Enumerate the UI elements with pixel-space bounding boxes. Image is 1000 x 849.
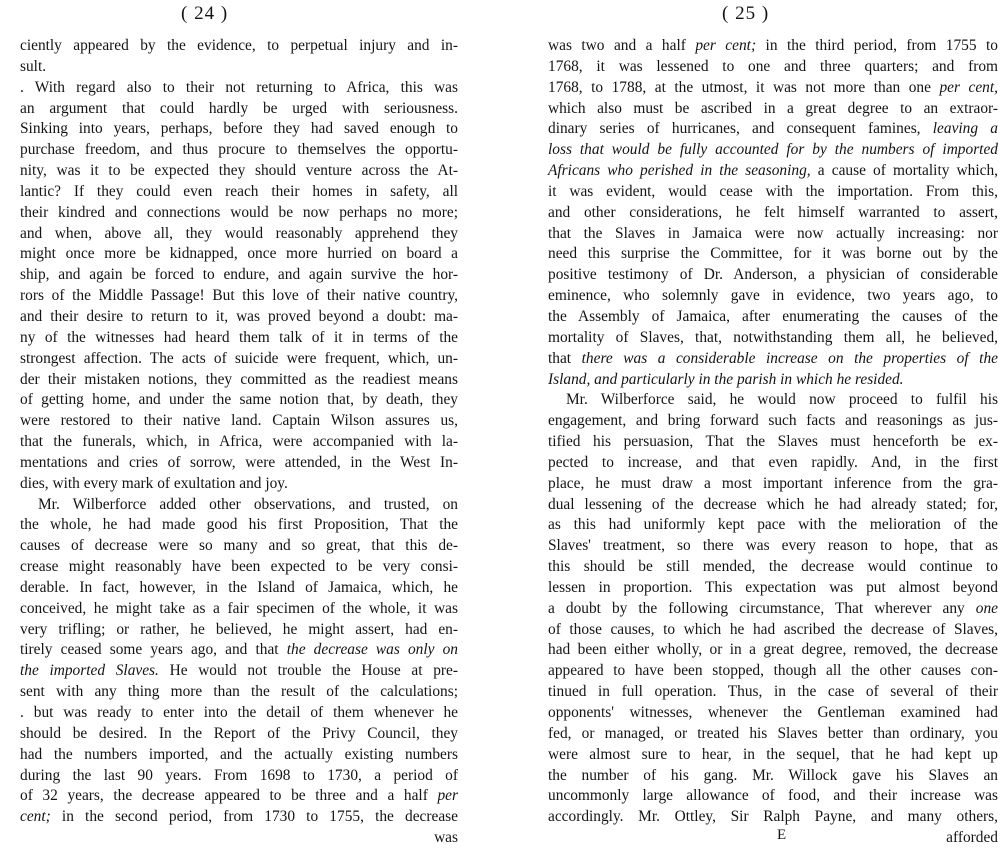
line-text: der their mistaken notions, they committed as the readiest means <box>20 370 458 388</box>
text-line <box>20 724 458 745</box>
line-text: in the second period, from 1730 to 1755, the decrease <box>61 808 458 826</box>
text-line <box>548 766 998 787</box>
text-line <box>20 828 458 849</box>
line-text: lessen in proportion. This expectation was put almost beyond <box>548 578 998 596</box>
line-text: a cause of mortality which, <box>817 162 998 180</box>
italic-text: per <box>437 787 458 805</box>
text-line <box>20 244 458 265</box>
text-line <box>548 807 998 828</box>
text-line <box>548 703 998 724</box>
text-line <box>548 724 998 745</box>
text-line <box>20 495 458 516</box>
text-line <box>548 599 998 620</box>
text-line <box>20 578 458 599</box>
text-line <box>548 557 998 578</box>
text-line <box>20 349 458 370</box>
line-text: uncommonly large allowance of food, and their increase was <box>548 787 998 805</box>
text-line <box>20 703 458 724</box>
line-text: sent with any thing more than the result of the calculations; <box>20 683 458 701</box>
text-line <box>548 682 998 703</box>
line-text: were restored to their native land. Captain Wilson assures us, <box>20 412 458 430</box>
signature-mark: E <box>777 827 787 843</box>
text-line <box>20 766 458 787</box>
line-text: pected to increase, and that even rapidly. And, in the first <box>548 453 998 471</box>
line-text: as this had uniformly kept pace with the melioration of the <box>548 516 998 534</box>
line-text: . With regard also to their not returning to Africa, this was <box>20 78 458 96</box>
italic-text: leaving a <box>932 120 998 138</box>
line-text: dies, with every mark of exultation and joy. <box>20 474 288 492</box>
italic-text: loss that would be fully accounted for by the numbers of imported <box>548 141 998 159</box>
italic-text: Africans who perished in the seasoning, <box>548 162 811 180</box>
line-text: nity, was it to be expected they should venture across the At- <box>20 162 458 180</box>
italic-text: Island, and particularly in the parish in which he resided. <box>548 370 904 388</box>
line-text: opponents' witnesses, whenever the Gentleman examined had <box>548 704 998 721</box>
text-line <box>20 182 458 203</box>
text-line <box>20 78 458 99</box>
text-line <box>20 640 458 661</box>
text-line <box>20 474 458 495</box>
line-text: Sinking into years, perhaps, before they had saved enough to <box>20 120 458 138</box>
line-text: engagement, and bring forward such facts and reasonings as jus- <box>548 412 998 430</box>
line-text: had been either wholly, or in a great degree, removed, the decrease <box>548 641 998 659</box>
text-line <box>548 828 998 849</box>
line-text: of 32 years, the decrease appeared to be three and a half <box>20 787 428 805</box>
line-text: was <box>434 829 458 847</box>
text-line <box>548 36 998 57</box>
text-line <box>20 661 458 682</box>
text-line <box>548 161 998 182</box>
text-line <box>548 640 998 661</box>
line-text: should be desired. In the Report of the Privy Council, they <box>20 724 458 742</box>
line-text: tinued in full operation. Thus, in the case of several of their <box>548 683 998 701</box>
text-line <box>548 432 998 453</box>
text-line <box>548 307 998 328</box>
text-line <box>20 99 458 120</box>
italic-text: there was a considerable increase on the properties of the <box>581 349 998 367</box>
line-text: that the funerals, which, in Africa, were accompanied with la- <box>20 433 458 451</box>
text-line <box>20 370 458 391</box>
page-body <box>20 36 458 849</box>
right-page <box>500 0 1000 849</box>
line-text: derable. In fact, however, in the Island of Jamaica, which, he <box>20 578 458 596</box>
line-text: had the numbers imported, and the actually existing numbers <box>20 745 458 763</box>
text-line <box>548 203 998 224</box>
line-text: were almost sure to hear, in the sequel, that he had kept up <box>548 745 998 763</box>
text-line <box>20 36 458 57</box>
text-line <box>548 224 998 245</box>
text-line <box>20 57 458 78</box>
text-line <box>548 78 998 99</box>
line-text: 1768, it was lessened to one and three quarters; and from <box>548 57 998 75</box>
line-text: place, he must draw a most important inference from the gra- <box>548 474 998 492</box>
text-line <box>548 140 998 161</box>
line-text: their kindred and connections would be now perhaps no more; <box>20 203 458 221</box>
text-line <box>548 57 998 78</box>
line-text: of getting home, and under the same notion that, by death, they <box>20 391 458 409</box>
text-line <box>548 244 998 265</box>
text-line <box>548 536 998 557</box>
text-line <box>20 307 458 328</box>
text-line <box>548 495 998 516</box>
text-line <box>548 390 998 411</box>
text-line <box>20 599 458 620</box>
line-text: fed, or managed, or treated his Slaves better than ordinary, you <box>548 724 998 742</box>
text-line <box>548 474 998 495</box>
text-line <box>20 807 458 828</box>
text-line <box>548 370 998 391</box>
line-text: conceived, he might take as a fair specimen of the whole, it was <box>20 599 458 617</box>
text-line <box>548 745 998 766</box>
line-text: it was evident, would cease with the importation. From this, <box>548 182 998 200</box>
line-text: accordingly. Mr. Ottley, Sir Ralph Payne, and many others, <box>548 808 998 826</box>
italic-text: cent; <box>20 808 51 826</box>
line-text: during the last 90 years. From 1698 to 1730, a period of <box>20 766 458 784</box>
line-text: dual lessening of the decrease which he had already stated; for, <box>548 495 998 513</box>
text-line <box>20 453 458 474</box>
text-line <box>20 328 458 349</box>
text-line <box>20 286 458 307</box>
text-line <box>548 119 998 140</box>
italic-text: per cent, <box>939 78 998 96</box>
line-text: Mr. Wilberforce said, he would now proceed to fulfil his <box>566 391 998 409</box>
line-text: mortality of Slaves, that, notwithstanding them all, he believed, <box>548 328 998 346</box>
line-text: crease might reasonably have been expected to be very consi- <box>20 558 458 576</box>
text-line <box>20 203 458 224</box>
page-number: ( 25 ) <box>722 3 770 24</box>
line-text: rors of the Middle Passage! But this love of their native country, <box>20 287 458 305</box>
text-line <box>548 578 998 599</box>
line-text: of those causes, to which he had ascribed the decrease of Slaves, <box>548 620 998 638</box>
line-text: causes of decrease were so many and so great, that this de- <box>20 537 458 555</box>
text-line <box>20 411 458 432</box>
page-body <box>548 36 998 849</box>
line-text: this should be still mended, the decrease would continue to <box>548 558 998 576</box>
text-line <box>20 390 458 411</box>
line-text: need this surprise the Committee, for it was borne out by the <box>548 245 998 263</box>
italic-text: the decrease was only on <box>286 641 459 659</box>
line-text: lantic? If they could even reach their homes in safety, all <box>20 182 458 200</box>
text-line <box>548 786 998 807</box>
line-text: ciently appeared by the evidence, to perpetual injury and in- <box>20 37 458 54</box>
line-text: . but was ready to enter into the detail of them whenever he <box>20 704 458 721</box>
page-number: ( 24 ) <box>181 3 229 24</box>
line-text: strongest affection. The acts of suicide were frequent, which, un- <box>20 349 458 367</box>
text-line <box>548 349 998 370</box>
line-text: a doubt by the following circumstance, That wherever any <box>548 599 965 617</box>
line-text: in the third period, from 1755 to <box>765 37 998 54</box>
line-text: and when, above all, they would reasonably apprehend they <box>20 224 458 242</box>
line-text: Slaves' treatment, so there was every reason to hope, that as <box>548 537 998 555</box>
line-text: tirely ceased some years ago, and that <box>20 641 279 659</box>
text-line <box>548 661 998 682</box>
text-line <box>20 161 458 182</box>
text-line <box>20 432 458 453</box>
text-line <box>20 557 458 578</box>
line-text: purchase freedom, and thus procure to themselves the opportu- <box>20 141 458 159</box>
text-line <box>20 620 458 641</box>
line-text: sult. <box>20 57 47 75</box>
line-text: eminence, who solemnly gave in evidence, two years ago, to <box>548 287 998 305</box>
text-line <box>548 99 998 120</box>
text-line <box>20 786 458 807</box>
line-text: appeared to have been stopped, though all the other causes con- <box>548 662 998 680</box>
line-text: mentations and cries of sorrow, were attended, in the West In- <box>20 453 458 471</box>
line-text: the Assembly of Jamaica, after enumerating the causes of the <box>548 307 998 325</box>
line-text: tified his persuasion, That the Slaves must henceforth be ex- <box>548 433 998 451</box>
line-text: the number of his gang. Mr. Willock gave his Slaves an <box>548 766 998 784</box>
line-text: very trifling; or rather, he believed, he might assert, had en- <box>20 620 458 638</box>
text-line <box>20 224 458 245</box>
italic-text: one <box>975 599 998 617</box>
text-line <box>548 328 998 349</box>
italic-text: the imported Slaves. <box>20 662 159 680</box>
line-text: that <box>548 349 572 367</box>
line-text: 1768, to 1788, at the utmost, it was not more than one <box>548 78 931 96</box>
text-line <box>20 265 458 286</box>
line-text: was two and a half <box>548 37 686 54</box>
line-text: the whole, he had made good his first Proposition, That the <box>20 516 458 534</box>
line-text: Mr. Wilberforce added other observations, and trusted, on <box>38 495 458 513</box>
italic-text: per cent; <box>695 37 757 54</box>
text-line <box>548 411 998 432</box>
line-text: ship, and again be forced to endure, and again survive the hor- <box>20 266 458 284</box>
text-line <box>20 536 458 557</box>
line-text: ny of the witnesses had heard them talk of it in terms of the <box>20 328 458 346</box>
line-text: that the Slaves in Jamaica were now actually increasing: nor <box>548 224 998 242</box>
text-line <box>20 515 458 536</box>
line-text: dinary series of hurricanes, and consequent famines, <box>548 120 921 138</box>
text-line <box>20 745 458 766</box>
line-text: and other considerations, he felt himself warranted to assert, <box>548 203 998 221</box>
text-line <box>548 453 998 474</box>
text-line <box>548 182 998 203</box>
line-text: might once more be kidnapped, once more hurried on board a <box>20 245 458 263</box>
text-line <box>548 515 998 536</box>
line-text: afforded <box>946 829 998 847</box>
text-line <box>548 620 998 641</box>
line-text: positive testimony of Dr. Anderson, a physician of considerable <box>548 266 998 284</box>
line-text: He would not trouble the House at pre- <box>169 662 458 680</box>
text-line <box>548 286 998 307</box>
text-line <box>20 682 458 703</box>
text-line <box>20 140 458 161</box>
line-text: an argument that could hardly be urged with seriousness. <box>20 99 458 117</box>
line-text: and their desire to return to it, was proved beyond a doubt: ma- <box>20 307 458 325</box>
line-text: which also must be ascribed in a great degree to an extraor- <box>548 99 998 117</box>
text-line <box>548 265 998 286</box>
text-line <box>20 119 458 140</box>
